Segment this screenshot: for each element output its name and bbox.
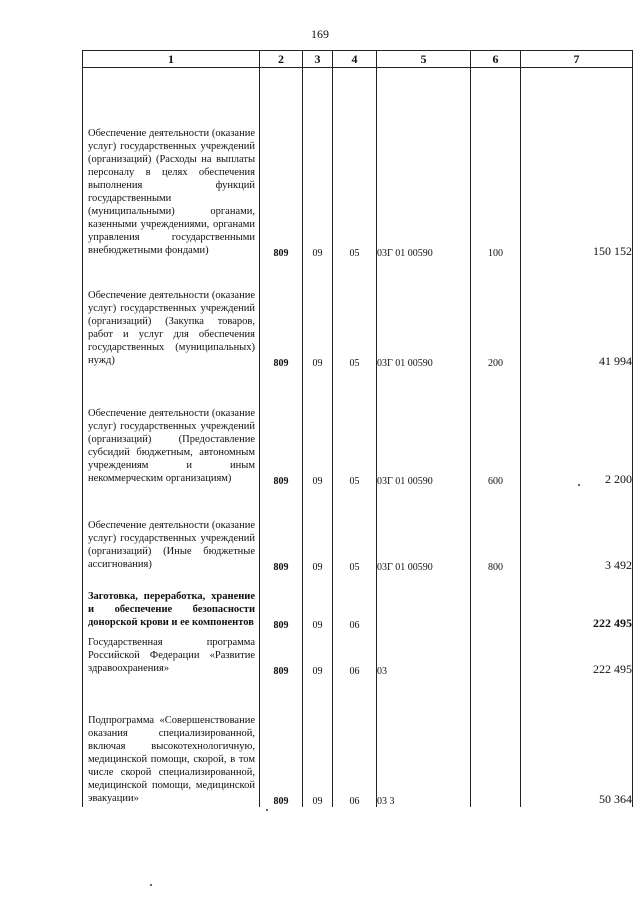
row-expense-type: 100 (471, 68, 521, 259)
table-row (83, 505, 633, 573)
row-expense-type: 800 (471, 505, 521, 573)
row-amount: 150 152 (521, 68, 633, 259)
row-description: Государственная программа Российской Федерации «Развитие здравоохранения» (83, 631, 260, 677)
row-expense-type: 200 (471, 277, 521, 369)
table-row (83, 277, 633, 369)
row-amount: 222 495 (521, 573, 633, 631)
row-amount: 41 994 (521, 277, 633, 369)
row-subsection: 06 (333, 677, 377, 807)
scan-speck (266, 809, 268, 811)
row-grbs: 809 (260, 277, 303, 369)
row-section: 09 (303, 505, 333, 573)
row-target-article: 03Г 01 00590 (377, 505, 471, 573)
row-description: Обеспечение деятельности (оказание услуг) государственных учреждений (организаций) (Закупка товаров, работ и услуг для обеспечения государственных (муниципальных) нужд) (83, 277, 260, 369)
row-expense-type (471, 677, 521, 807)
scan-speck (578, 484, 580, 486)
row-description: Обеспечение деятельности (оказание услуг) государственных учреждений (организаций) (Предоставление субсидий бюджетным, автономным учреждениям и иным некоммерческим организациям) (83, 369, 260, 487)
row-amount: 2 200 (521, 369, 633, 487)
row-section: 09 (303, 573, 333, 631)
table-header-row (83, 51, 633, 68)
page-number: 169 (311, 27, 329, 41)
row-amount: 50 364 (521, 677, 633, 807)
table-row (83, 631, 633, 677)
col-header-7: 7 (521, 51, 633, 68)
row-subsection: 05 (333, 68, 377, 259)
row-expense-type (471, 631, 521, 677)
row-description: Заготовка, переработка, хранение и обеспечение безопасности донорской крови и ее компонентов (83, 573, 260, 631)
row-target-article: 03Г 01 00590 (377, 277, 471, 369)
row-target-article: 03Г 01 00590 (377, 369, 471, 487)
row-subsection: 05 (333, 505, 377, 573)
col-header-3: 3 (303, 51, 333, 68)
row-section: 09 (303, 369, 333, 487)
row-grbs: 809 (260, 631, 303, 677)
row-grbs: 809 (260, 505, 303, 573)
col-header-2: 2 (260, 51, 303, 68)
col-header-5: 5 (377, 51, 471, 68)
row-subsection: 06 (333, 573, 377, 631)
row-grbs: 809 (260, 677, 303, 807)
row-subsection: 05 (333, 369, 377, 487)
row-section: 09 (303, 68, 333, 259)
row-grbs: 809 (260, 369, 303, 487)
row-target-article: 03 3 (377, 677, 471, 807)
col-header-4: 4 (333, 51, 377, 68)
table-row (83, 369, 633, 487)
row-grbs: 809 (260, 573, 303, 631)
row-target-article: 03Г 01 00590 (377, 68, 471, 259)
table-row (83, 677, 633, 807)
table-row (83, 573, 633, 631)
row-expense-type: 600 (471, 369, 521, 487)
row-section: 09 (303, 277, 333, 369)
row-subsection: 05 (333, 277, 377, 369)
row-section: 09 (303, 677, 333, 807)
row-description: Подпрограмма «Совершенствование оказания специализированной, включая высокотехнологичную, медицинской помощи, скорой, в том числе скорой специализированной, медицинской помощи, медицинской эвакуации» (83, 677, 260, 807)
row-amount: 222 495 (521, 631, 633, 677)
row-section: 09 (303, 631, 333, 677)
scan-speck (150, 884, 152, 886)
row-description: Обеспечение деятельности (оказание услуг) государственных учреждений (организаций) (Расходы на выплаты персоналу в целях обеспечения выполнения функций государственными (муниципальными) органами, казенными учреждениями, органами управления государственными внебюджетными фондами) (83, 68, 260, 259)
budget-table (82, 50, 633, 807)
row-expense-type (471, 573, 521, 631)
row-subsection: 06 (333, 631, 377, 677)
table-row (83, 68, 633, 259)
col-header-6: 6 (471, 51, 521, 68)
row-grbs: 809 (260, 68, 303, 259)
row-amount: 3 492 (521, 505, 633, 573)
col-header-1: 1 (83, 51, 260, 68)
row-target-article (377, 573, 471, 631)
row-description: Обеспечение деятельности (оказание услуг) государственных учреждений (организаций) (Иные бюджетные ассигнования) (83, 505, 260, 573)
row-target-article: 03 (377, 631, 471, 677)
